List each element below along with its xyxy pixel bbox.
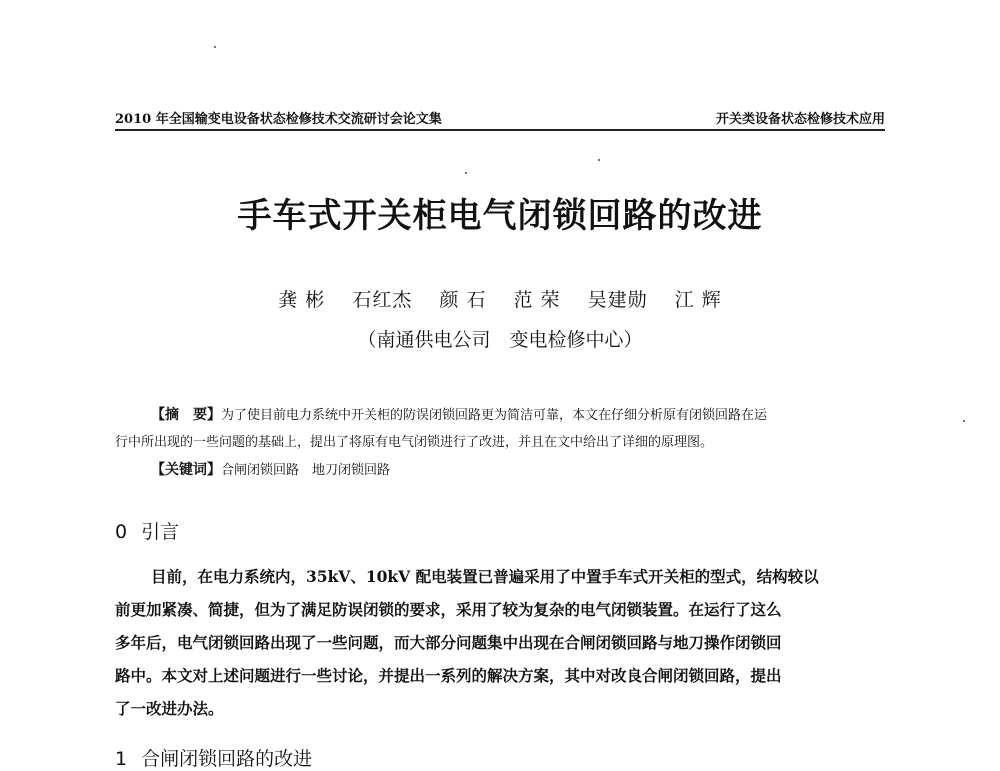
- header-proceedings-title: 2010 年全国输变电设备状态检修技术交流研讨会论文集: [115, 112, 442, 127]
- author-name: 范 荣: [513, 289, 561, 311]
- author-name: 石红杰: [352, 289, 413, 311]
- scan-speck: [465, 172, 467, 174]
- header-rule: [115, 129, 885, 131]
- abstract-line: 行中所出现的一些问题的基础上，提出了将原有电气闭锁进行了改进，并且在文中给出了详细的原理图。: [115, 435, 714, 450]
- keywords-label: 【关键词】: [151, 462, 221, 478]
- section-number: 1: [115, 748, 128, 770]
- paper-title: 手车式开关柜电气闭锁回路的改进: [237, 196, 763, 236]
- body-line: 多年后，电气闭锁回路出现了一些问题，而大部分问题集中出现在合闸闭锁回路与地刀操作闭锁回: [115, 633, 782, 652]
- abstract: [115, 402, 885, 456]
- keywords-text: 合闸闭锁回路 地刀闭锁回路: [221, 463, 391, 478]
- body-line: 目前，在电力系统内，35kV、10kV 配电装置已普遍采用了中置手车式开关柜的型式，结构较以: [151, 567, 819, 586]
- section-heading: [115, 517, 179, 544]
- header-section-title: 开关类设备状态检修技术应用: [715, 112, 885, 127]
- author-name: 江 辉: [674, 289, 722, 311]
- body-line: 前更加紧凑、简捷，但为了满足防误闭锁的要求，采用了较为复杂的电气闭锁装置。在运行了这么: [115, 600, 782, 619]
- author-list: [0, 285, 1000, 312]
- section-heading: [115, 744, 312, 771]
- abstract-text: 为了使目前电力系统中开关柜的防误闭锁回路更为简洁可靠，本文在仔细分析原有闭锁回路在运: [221, 408, 768, 423]
- author-affiliation: （南通供电公司 变电检修中心）: [357, 329, 643, 351]
- author-name: 颜 石: [439, 289, 487, 311]
- body-paragraph: [115, 560, 885, 725]
- scan-speck: [598, 159, 600, 161]
- body-line: 路中。本文对上述问题进行一些讨论，并提出一系列的解决方案，其中对改良合闸闭锁回路，提出: [115, 666, 782, 685]
- section-title: 引言: [141, 521, 180, 543]
- keywords: [151, 459, 390, 479]
- author-name: 吴建勋: [587, 289, 648, 311]
- section-number: 0: [115, 521, 128, 543]
- abstract-line: [115, 402, 885, 429]
- scan-speck: [963, 420, 965, 422]
- author-name: 龚 彬: [278, 289, 326, 311]
- abstract-label: 【摘 要】: [151, 407, 221, 423]
- body-line: 了一改进办法。: [115, 699, 224, 718]
- scan-speck: [214, 46, 216, 48]
- section-title: 合闸闭锁回路的改进: [141, 748, 313, 770]
